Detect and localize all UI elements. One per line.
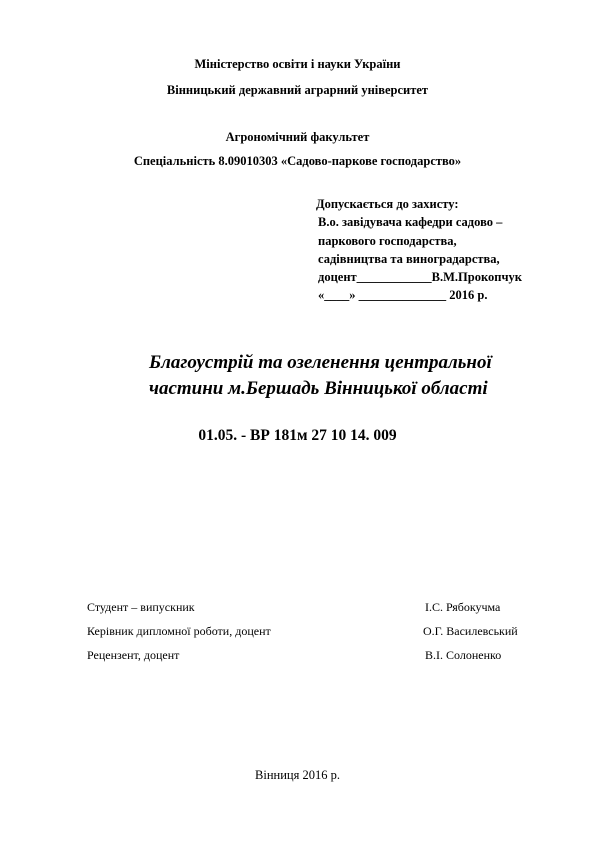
ministry-line: Міністерство освіти і науки України bbox=[194, 57, 401, 71]
specialty-line: Спеціальність 8.09010303 «Садово-паркове господарство» bbox=[133, 154, 462, 168]
faculty-line: Агрономічний факультет bbox=[225, 130, 370, 144]
signature-role: Студент – випускник bbox=[87, 600, 195, 614]
signature-name: О.Г. Василевський bbox=[423, 624, 518, 638]
approval-heading: Допускається до захисту: bbox=[316, 197, 459, 211]
thesis-code: 01.05. - ВР 181м 27 10 14. 009 bbox=[198, 427, 397, 444]
approval-line: паркового господарства, bbox=[318, 233, 457, 248]
signature-role: Керівник дипломної роботи, доцент bbox=[87, 624, 271, 638]
approval-signature-line: доцент____________В.М.Прокопчук bbox=[318, 270, 522, 285]
thesis-title-line: частини м.Бершадь Вінницької області bbox=[149, 378, 488, 399]
signature-name: І.С. Рябокучма bbox=[425, 600, 501, 614]
thesis-title-line: Благоустрій та озеленення центральної bbox=[149, 352, 492, 373]
approval-date-line: «____» ______________ 2016 р. bbox=[318, 288, 488, 303]
approval-block bbox=[316, 195, 522, 305]
approval-line: В.о. завідувача кафедри садово – bbox=[318, 215, 503, 230]
approval-line: садівництва та виноградарства, bbox=[318, 251, 500, 266]
university-line: Вінницький державний аграрний університет bbox=[166, 83, 429, 97]
signature-name: В.І. Солоненко bbox=[425, 648, 502, 662]
footer-place-year: Вінниця 2016 р. bbox=[255, 768, 340, 782]
signature-role: Рецензент, доцент bbox=[87, 648, 180, 662]
thesis-title bbox=[149, 350, 492, 402]
